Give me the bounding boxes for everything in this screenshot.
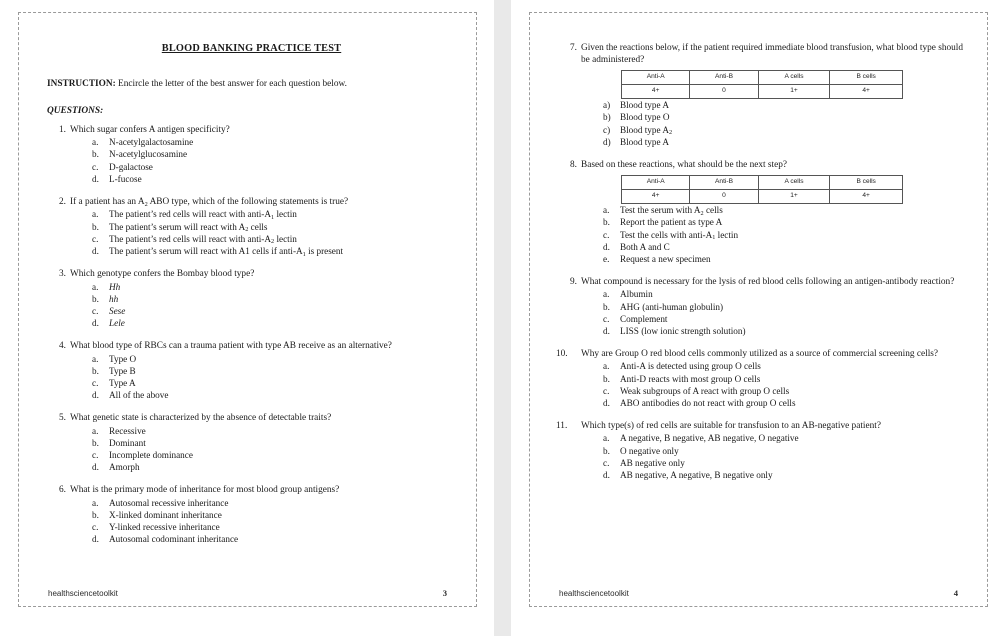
option-text: Anti-A is detected using group O cells: [620, 361, 761, 372]
option-text: Autosomal recessive inheritance: [109, 497, 229, 508]
option-item[interactable]: [92, 293, 456, 305]
option-item[interactable]: [603, 445, 967, 457]
question-item: [558, 159, 967, 265]
option-item[interactable]: [92, 389, 456, 401]
left-question-list: [47, 124, 456, 545]
option-list: [70, 208, 456, 257]
option-item[interactable]: [92, 365, 456, 377]
table-header-cell: Anti-A: [622, 176, 690, 190]
question-text: What is the primary mode of inheritance for most blood group antigens?: [70, 485, 340, 496]
option-label: c.: [92, 522, 99, 533]
option-item[interactable]: [92, 136, 456, 148]
option-item[interactable]: [92, 281, 456, 293]
option-label: b.: [603, 217, 610, 228]
option-item[interactable]: [603, 253, 967, 265]
option-text: Type O: [109, 353, 137, 364]
question-item: [47, 412, 456, 473]
question-number: 11.: [556, 421, 568, 432]
option-label: c.: [92, 305, 99, 316]
table-header-cell: A cells: [758, 71, 830, 85]
option-item[interactable]: [603, 301, 967, 313]
option-text: The patient’s serum will react with $A_2$ cells: [109, 221, 268, 234]
option-list: [70, 497, 456, 546]
option-item[interactable]: [92, 497, 456, 509]
question-number: 5.: [59, 413, 66, 424]
option-text: Sese: [109, 305, 126, 316]
table-cell: 0: [690, 85, 758, 99]
option-label: a.: [603, 205, 610, 215]
table-cell: 4+: [830, 190, 903, 204]
option-label: c.: [603, 313, 610, 324]
option-text: A negative, B negative, AB negative, O negative: [620, 433, 799, 444]
option-list: [581, 99, 967, 148]
option-text: All of the above: [109, 390, 169, 401]
option-text: Dominant: [109, 437, 146, 448]
option-item[interactable]: [603, 229, 967, 241]
option-label: a.: [92, 497, 99, 508]
option-label: a.: [92, 425, 99, 436]
option-text: D-galactose: [109, 161, 153, 172]
option-item[interactable]: [92, 437, 456, 449]
option-text: Hh: [109, 281, 121, 292]
option-label: a.: [92, 137, 99, 148]
option-text: AB negative, A negative, B negative only: [620, 470, 773, 481]
option-list: [581, 288, 967, 337]
question-item: [47, 196, 456, 257]
option-text: Both A and C: [620, 241, 670, 252]
option-label: d.: [92, 318, 99, 329]
table-cell: 1+: [758, 85, 830, 99]
option-item[interactable]: [92, 161, 456, 173]
option-list: [581, 360, 967, 409]
option-item[interactable]: [603, 457, 967, 469]
option-label: b.: [92, 149, 99, 160]
option-label: c.: [92, 378, 99, 388]
option-label: d.: [92, 462, 99, 473]
option-label: c.: [92, 233, 99, 244]
table-header-row: [622, 176, 903, 190]
option-label: d.: [92, 390, 99, 401]
option-text: Report the patient as type A: [620, 217, 723, 228]
question-number: 8.: [570, 160, 577, 171]
question-text: If a patient has an $A_2$ ABO type, which of the following statements is true?: [70, 197, 349, 208]
question-text: Which type(s) of red cells are suitable for transfusion to an AB-negative patient?: [581, 421, 881, 432]
option-list: [581, 432, 967, 481]
question-text: Based on these reactions, what should be the next step?: [581, 160, 788, 171]
footer-brand: healthsciencetoolkit: [559, 589, 629, 598]
footer-left: [48, 588, 447, 598]
option-label: b.: [92, 293, 99, 304]
question-item: [558, 276, 967, 337]
option-text: AB negative only: [620, 457, 685, 468]
question-item: [558, 348, 967, 409]
option-item[interactable]: [603, 241, 967, 253]
option-item[interactable]: [92, 449, 456, 461]
option-item[interactable]: [603, 385, 967, 397]
option-label: b.: [92, 221, 99, 232]
option-item[interactable]: [603, 360, 967, 372]
option-text: Recessive: [109, 425, 146, 436]
option-text: Incomplete dominance: [109, 450, 193, 461]
option-label: d.: [92, 246, 99, 257]
question-number: 10.: [556, 349, 568, 360]
instruction-line: [47, 79, 456, 91]
option-text: Amorph: [109, 462, 140, 473]
reaction-table-q7: [621, 70, 903, 99]
table-header-cell: A cells: [758, 176, 830, 190]
option-label: c.: [92, 450, 99, 461]
option-label: a.: [603, 289, 610, 300]
page-number: 4: [953, 588, 958, 598]
option-label: d.: [92, 534, 99, 545]
page-title: BLOOD BANKING PRACTICE TEST: [161, 43, 342, 54]
option-label: a.: [603, 361, 610, 372]
option-label: d.: [603, 470, 610, 481]
option-item[interactable]: [603, 373, 967, 385]
table-header-cell: Anti-A: [622, 71, 690, 85]
option-text: Blood type O: [620, 112, 670, 123]
option-text: Type A: [109, 378, 136, 388]
option-label: a.: [92, 353, 99, 364]
option-text: Type B: [109, 365, 136, 376]
option-item[interactable]: [92, 221, 456, 233]
option-text: Test the cells with anti-$A_1$ lectin: [620, 229, 739, 242]
option-item[interactable]: [603, 124, 967, 136]
question-number: 9.: [570, 277, 577, 288]
option-item[interactable]: [92, 245, 456, 257]
option-item[interactable]: [92, 377, 456, 389]
option-item[interactable]: [603, 204, 967, 216]
question-item: [47, 124, 456, 185]
table-header-cell: B cells: [830, 176, 903, 190]
question-item: [47, 484, 456, 545]
option-text: Blood type A: [620, 136, 670, 147]
option-label: c.: [603, 457, 610, 468]
option-text: Y-linked recessive inheritance: [109, 522, 220, 533]
option-list: [70, 136, 456, 185]
option-label: c.: [603, 385, 610, 396]
option-item[interactable]: [603, 397, 967, 409]
option-label: d.: [603, 326, 610, 337]
option-item[interactable]: [92, 533, 456, 545]
option-text: Test the serum with $A_2$ cells: [620, 205, 723, 217]
option-label: a): [603, 100, 611, 111]
option-text: Blood type A: [620, 100, 670, 111]
option-text: N-acetylgalactosamine: [109, 137, 194, 148]
option-item[interactable]: [92, 233, 456, 245]
table-header-row: [622, 71, 903, 85]
option-text: Anti-D reacts with most group O cells: [620, 373, 761, 384]
question-number: 2.: [59, 197, 66, 208]
question-item: [47, 268, 456, 329]
question-text: Given the reactions below, if the patient required immediate blood transfusion, what blood type should be administered?: [581, 43, 964, 66]
question-item: [47, 340, 456, 401]
option-text: Autosomal codominant inheritance: [109, 534, 239, 545]
page-left-content: [17, 42, 478, 546]
table-cell: 4+: [622, 85, 690, 99]
option-text: The patient’s serum will react with A1 cells if anti-$A_1$ is present: [109, 246, 344, 258]
option-label: d.: [603, 241, 610, 252]
option-label: c): [603, 124, 611, 135]
table-cell: 0: [690, 190, 758, 204]
option-label: b.: [603, 373, 610, 384]
table-row: [622, 190, 903, 204]
option-label: c.: [603, 229, 610, 240]
option-text: Complement: [620, 313, 668, 324]
option-label: b.: [603, 445, 610, 456]
option-item[interactable]: [603, 99, 967, 111]
option-text: N-acetylglucosamine: [109, 149, 188, 160]
option-label: d.: [92, 173, 99, 184]
option-item[interactable]: [603, 313, 967, 325]
page-gutter: [494, 0, 511, 636]
right-question-list: [558, 42, 967, 481]
option-item[interactable]: [92, 461, 456, 473]
question-text: What genetic state is characterized by the absence of detectable traits?: [70, 413, 332, 424]
option-text: O negative only: [620, 445, 679, 456]
question-text: Which genotype confers the Bombay blood type?: [70, 269, 255, 280]
option-item[interactable]: [603, 325, 967, 337]
option-list: [581, 204, 967, 265]
option-item[interactable]: [92, 148, 456, 160]
option-text: Request a new specimen: [620, 254, 711, 265]
option-label: d.: [603, 398, 610, 409]
option-text: The patient’s red cells will react with anti-$A_1$ lectin: [109, 209, 297, 221]
option-item[interactable]: [603, 136, 967, 148]
footer-brand: healthsciencetoolkit: [48, 589, 118, 598]
option-list: [70, 425, 456, 474]
table-cell: 4+: [622, 190, 690, 204]
option-text: Lele: [109, 318, 125, 329]
question-number: 7.: [570, 43, 577, 53]
option-text: hh: [109, 293, 119, 304]
question-number: 4.: [59, 341, 66, 352]
questions-heading: QUESTIONS:: [47, 106, 104, 117]
option-item[interactable]: [92, 305, 456, 317]
option-text: X-linked dominant inheritance: [109, 509, 222, 520]
question-text: What compound is necessary for the lysis of red blood cells following an antigen-antibody reaction?: [581, 277, 955, 288]
page-left: [0, 0, 494, 636]
option-item[interactable]: [603, 288, 967, 300]
page-number: 3: [442, 588, 447, 598]
option-label: a.: [603, 433, 610, 444]
option-text: ABO antibodies do not react with group O cells: [620, 398, 796, 409]
option-item[interactable]: [92, 521, 456, 533]
option-text: Albumin: [620, 289, 653, 300]
question-number: 3.: [59, 269, 66, 280]
option-label: b.: [92, 365, 99, 376]
option-list: [70, 281, 456, 330]
option-label: b.: [92, 437, 99, 448]
option-label: b.: [603, 301, 610, 312]
option-label: e.: [603, 254, 610, 265]
option-item[interactable]: [92, 509, 456, 521]
question-number: 6.: [59, 485, 66, 496]
option-list: [70, 353, 456, 402]
question-text: What blood type of RBCs can a trauma patient with type AB receive as an alternative?: [70, 341, 392, 352]
option-item[interactable]: [603, 469, 967, 481]
option-text: AHG (anti-human globulin): [620, 301, 724, 312]
question-text: Why are Group O red blood cells commonly utilized as a source of commercial screening cells?: [581, 349, 939, 360]
page-right-content: [528, 42, 989, 481]
question-number: 1.: [59, 125, 66, 136]
option-item[interactable]: [92, 353, 456, 365]
option-item[interactable]: [603, 216, 967, 228]
question-item: [558, 420, 967, 481]
option-label: c.: [92, 161, 99, 172]
instruction-label: INSTRUCTION:: [47, 79, 116, 90]
option-label: a.: [92, 209, 99, 220]
option-item[interactable]: [603, 111, 967, 123]
option-text: LISS (low ionic strength solution): [620, 326, 746, 337]
option-item[interactable]: [603, 432, 967, 444]
table-cell: 1+: [758, 190, 830, 204]
option-label: d): [603, 136, 611, 147]
option-text: The patient’s red cells will react with anti-$A_2$ lectin: [109, 233, 297, 246]
question-item: [558, 42, 967, 148]
table-header-cell: Anti-B: [690, 176, 758, 190]
table-header-cell: B cells: [830, 71, 903, 85]
option-text: Weak subgroups of A react with group O cells: [620, 385, 790, 396]
option-item[interactable]: [92, 317, 456, 329]
option-text: L-fucose: [109, 173, 142, 184]
option-item[interactable]: [92, 208, 456, 220]
question-text: Which sugar confers A antigen specificity?: [70, 125, 230, 136]
table-row: [622, 85, 903, 99]
option-text: Blood type $A_2$: [620, 124, 673, 137]
option-label: a.: [92, 281, 99, 292]
footer-right: [559, 588, 958, 598]
reaction-table-q8: [621, 175, 903, 204]
table-header-cell: Anti-B: [690, 71, 758, 85]
option-label: b.: [92, 509, 99, 520]
instruction-text: Encircle the letter of the best answer for each question below.: [115, 79, 347, 90]
table-cell: 4+: [830, 85, 903, 99]
option-label: b): [603, 112, 611, 123]
page-right: [511, 0, 1005, 636]
option-item[interactable]: [92, 173, 456, 185]
option-item[interactable]: [92, 425, 456, 437]
